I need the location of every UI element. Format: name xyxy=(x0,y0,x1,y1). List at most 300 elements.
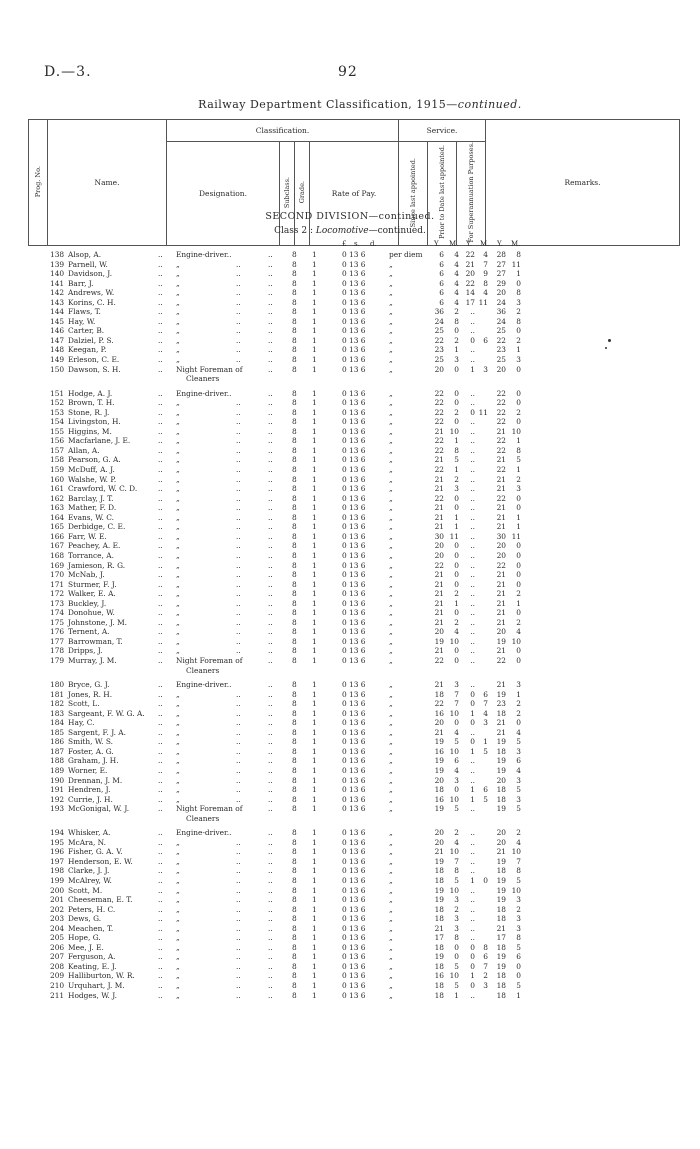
prog-no: 170 xyxy=(50,570,65,580)
name-cell: McNab, J. xyxy=(68,570,105,580)
header-prior-to: Prior to Date last appointed. xyxy=(428,142,457,246)
prog-no: 189 xyxy=(50,765,65,775)
since-months: 5 xyxy=(454,804,459,814)
table-row xyxy=(0,637,700,647)
prior-years: 1 xyxy=(470,746,475,756)
grade-cell: 1 xyxy=(312,904,317,914)
leader-dots: .. xyxy=(268,718,273,728)
leader-dots: .. xyxy=(158,923,163,933)
prog-no: 147 xyxy=(50,335,65,345)
since-years: 18 xyxy=(434,689,444,699)
leader-dots: .. xyxy=(268,617,273,627)
leader-dots: .. xyxy=(268,933,273,943)
unit-s: s. xyxy=(354,240,360,248)
super-years: 23 xyxy=(496,345,506,355)
grade-cell: 1 xyxy=(312,775,317,785)
prior-years: 0 xyxy=(470,961,475,971)
subclass-cell: 8 xyxy=(292,942,297,952)
designation-cell: „ xyxy=(176,904,180,914)
grade-cell: 1 xyxy=(312,364,317,374)
since-months: 1 xyxy=(454,990,459,1000)
unit-m1: M. xyxy=(449,240,459,248)
subclass-cell: 8 xyxy=(292,550,297,560)
name-cell: Drennan, J. M. xyxy=(68,775,123,785)
leader-dots: .. xyxy=(268,689,273,699)
grade-cell: 1 xyxy=(312,316,317,326)
rate-period-cell: „ xyxy=(389,680,393,690)
page-title xyxy=(150,98,570,111)
leader-dots: .. xyxy=(236,570,241,580)
super-years: 25 xyxy=(496,355,506,365)
designation-cell: „ xyxy=(176,627,180,637)
grade-cell: 1 xyxy=(312,445,317,455)
table-row xyxy=(0,551,700,561)
prior-months: 7 xyxy=(483,699,488,709)
name-cell: Dews, G. xyxy=(68,914,102,924)
grade-cell: 1 xyxy=(312,579,317,589)
leader-dots: .. xyxy=(158,364,163,374)
prior-years: .. xyxy=(470,522,475,532)
leader-dots: .. xyxy=(236,933,241,943)
rate-cell: 0 13 6 xyxy=(342,388,366,398)
table-row xyxy=(0,513,700,523)
name-cell: Ternent, A. xyxy=(68,627,110,637)
rate-cell: 0 13 6 xyxy=(342,828,366,838)
rate-cell: 0 13 6 xyxy=(342,837,366,847)
leader-dots: .. xyxy=(158,636,163,646)
prog-no: 139 xyxy=(50,259,65,269)
since-years: 18 xyxy=(434,942,444,952)
grade-cell: 1 xyxy=(312,923,317,933)
subclass-cell: 8 xyxy=(292,493,297,503)
prog-no: 156 xyxy=(50,436,65,446)
leader-dots: .. xyxy=(236,465,241,475)
rate-cell: 0 13 6 xyxy=(342,426,366,436)
subclass-cell: 8 xyxy=(292,541,297,551)
super-months: 10 xyxy=(511,847,521,857)
leader-dots: .. xyxy=(268,608,273,618)
super-months: 8 xyxy=(516,250,521,259)
header-since-last: Since last appointed. xyxy=(399,142,428,246)
grade-cell: 1 xyxy=(312,278,317,288)
table-row xyxy=(0,580,700,590)
prog-no: 179 xyxy=(50,655,65,665)
subclass-cell: 8 xyxy=(292,689,297,699)
prior-years: .. xyxy=(470,756,475,766)
super-years: 20 xyxy=(496,837,506,847)
rate-period-cell: „ xyxy=(389,895,393,905)
prior-years: .. xyxy=(470,345,475,355)
since-months: 0 xyxy=(454,388,459,398)
since-years: 20 xyxy=(434,550,444,560)
prior-years: .. xyxy=(470,828,475,838)
rate-period-cell: „ xyxy=(389,828,393,838)
super-years: 24 xyxy=(496,297,506,307)
table-row xyxy=(0,795,700,805)
super-years: 18 xyxy=(496,990,506,1000)
super-years: 21 xyxy=(496,474,506,484)
since-months: 0 xyxy=(454,655,459,665)
rate-cell: 0 13 6 xyxy=(342,531,366,541)
designation-cell: „ xyxy=(176,765,180,775)
super-months: 3 xyxy=(516,923,521,933)
since-years: 20 xyxy=(434,828,444,838)
rate-period-cell: „ xyxy=(389,961,393,971)
leader-dots: .. xyxy=(268,455,273,465)
designation-cell: „ xyxy=(176,746,180,756)
designation-cell: „ xyxy=(176,737,180,747)
subclass-cell: 8 xyxy=(292,856,297,866)
leader-dots: .. xyxy=(158,933,163,943)
table-row xyxy=(0,914,700,924)
designation-cell: „ xyxy=(176,847,180,857)
since-months: 0 xyxy=(454,570,459,580)
table-row xyxy=(0,981,700,991)
rate-cell: 0 13 6 xyxy=(342,981,366,991)
prior-years: .. xyxy=(470,646,475,656)
since-months: 5 xyxy=(454,737,459,747)
subclass-cell: 8 xyxy=(292,474,297,484)
since-months: 4 xyxy=(454,627,459,637)
super-years: 20 xyxy=(496,288,506,298)
rate-cell: 0 13 6 xyxy=(342,579,366,589)
leader-dots: .. xyxy=(236,746,241,756)
prog-no: 160 xyxy=(50,474,65,484)
designation-cell: „ xyxy=(176,952,180,962)
prog-no: 149 xyxy=(50,355,65,365)
rate-period-cell: „ xyxy=(389,407,393,417)
super-months: 1 xyxy=(516,522,521,532)
subclass-cell: 8 xyxy=(292,981,297,991)
leader-dots: .. xyxy=(268,550,273,560)
super-months: 2 xyxy=(516,589,521,599)
prior-months: 6 xyxy=(483,952,488,962)
leader-dots: .. xyxy=(158,718,163,728)
since-years: 19 xyxy=(434,756,444,766)
table-row xyxy=(0,838,700,848)
since-months: 8 xyxy=(454,866,459,876)
leader-dots: .. xyxy=(236,904,241,914)
leader-dots: .. xyxy=(158,775,163,785)
leader-dots: .. xyxy=(236,398,241,408)
since-years: 21 xyxy=(434,579,444,589)
name-cell: Mather, F. D. xyxy=(68,503,117,513)
table-row xyxy=(0,690,700,700)
table-row xyxy=(0,608,700,618)
super-years: 22 xyxy=(496,465,506,475)
rate-period-cell: „ xyxy=(389,952,393,962)
designation-cell: „ xyxy=(176,550,180,560)
since-months: 1 xyxy=(454,512,459,522)
prog-no: 204 xyxy=(50,923,65,933)
rate-period-cell: „ xyxy=(389,608,393,618)
since-years: 22 xyxy=(434,560,444,570)
designation-cell: „ xyxy=(176,398,180,408)
subclass-cell: 8 xyxy=(292,680,297,690)
prog-no: 158 xyxy=(50,455,65,465)
name-cell: Derbidge, C. E. xyxy=(68,522,126,532)
name-cell: Davidson, J. xyxy=(68,269,113,279)
super-years: 17 xyxy=(496,933,506,943)
name-cell: Sargeant, F. W. G. A. xyxy=(68,708,145,718)
grade-cell: 1 xyxy=(312,541,317,551)
since-months: 1 xyxy=(454,345,459,355)
leader-dots: .. xyxy=(236,617,241,627)
rate-period-cell: „ xyxy=(389,398,393,408)
super-years: 22 xyxy=(496,436,506,446)
rate-cell: 0 13 6 xyxy=(342,746,366,756)
name-cell: Hendren, J. xyxy=(68,785,111,795)
rate-period-cell: „ xyxy=(389,445,393,455)
subclass-cell: 8 xyxy=(292,335,297,345)
grade-cell: 1 xyxy=(312,856,317,866)
prior-years: .. xyxy=(470,465,475,475)
table-row xyxy=(0,288,700,298)
since-months: 0 xyxy=(454,718,459,728)
rate-cell: 0 13 6 xyxy=(342,484,366,494)
super-months: 2 xyxy=(516,708,521,718)
table-row xyxy=(0,804,700,814)
header-designation: Designation. xyxy=(167,142,280,246)
rate-cell: 0 13 6 xyxy=(342,288,366,298)
table-row xyxy=(0,886,700,896)
table-row xyxy=(0,398,700,408)
prior-years: .. xyxy=(470,426,475,436)
leader-dots: .. xyxy=(158,765,163,775)
name-cell: Smith, W. S. xyxy=(68,737,114,747)
table-row xyxy=(0,269,700,279)
since-months: 3 xyxy=(454,923,459,933)
since-months: 0 xyxy=(454,417,459,427)
super-months: 3 xyxy=(516,895,521,905)
grade-cell: 1 xyxy=(312,866,317,876)
leader-dots: .. xyxy=(236,971,241,981)
prog-no: 138 xyxy=(50,250,65,259)
prior-years: .. xyxy=(470,765,475,775)
table-row xyxy=(0,417,700,427)
leader-dots: .. xyxy=(158,598,163,608)
prior-years: .. xyxy=(470,550,475,560)
subclass-cell: 8 xyxy=(292,785,297,795)
since-years: 21 xyxy=(434,455,444,465)
prog-no: 185 xyxy=(50,727,65,737)
rate-cell: 0 13 6 xyxy=(342,335,366,345)
leader-dots: .. xyxy=(236,727,241,737)
subclass-cell: 8 xyxy=(292,250,297,259)
table-row xyxy=(0,718,700,728)
super-years: 19 xyxy=(496,961,506,971)
designation-cell: „ xyxy=(176,493,180,503)
table-row xyxy=(0,389,700,399)
name-cell: Crawford, W. C. D. xyxy=(68,484,138,494)
since-months: 8 xyxy=(454,445,459,455)
leader-dots: .. xyxy=(268,445,273,455)
since-months: 0 xyxy=(454,942,459,952)
table-row xyxy=(0,307,700,317)
since-months: 4 xyxy=(454,837,459,847)
super-months: 2 xyxy=(516,407,521,417)
super-years: 19 xyxy=(496,737,506,747)
prior-years: 1 xyxy=(470,876,475,885)
rate-period-cell: per diem xyxy=(389,250,423,259)
since-years: 19 xyxy=(434,895,444,905)
prior-months: 4 xyxy=(483,288,488,298)
leader-dots: .. xyxy=(268,680,273,690)
grade-cell: 1 xyxy=(312,895,317,905)
super-years: 25 xyxy=(496,326,506,336)
leader-dots: .. xyxy=(236,847,241,857)
prior-years: .. xyxy=(470,436,475,446)
rate-period-cell: „ xyxy=(389,388,393,398)
subclass-cell: 8 xyxy=(292,278,297,288)
name-cell: Fisher, G. A. V. xyxy=(68,847,123,857)
leader-dots: .. xyxy=(268,364,273,374)
prior-years: .. xyxy=(470,474,475,484)
leader-dots: .. xyxy=(158,316,163,326)
super-years: 21 xyxy=(496,598,506,608)
designation-cell: „ xyxy=(176,355,180,365)
grade-cell: 1 xyxy=(312,250,317,259)
leader-dots: .. xyxy=(236,876,241,885)
leader-dots: .. xyxy=(158,746,163,756)
super-months: 0 xyxy=(516,570,521,580)
super-months: 8 xyxy=(516,866,521,876)
since-years: 21 xyxy=(434,484,444,494)
leader-dots: .. xyxy=(268,531,273,541)
since-months: 0 xyxy=(454,398,459,408)
designation-cell: „ xyxy=(176,646,180,656)
rate-period-cell: „ xyxy=(389,297,393,307)
rate-period-cell: „ xyxy=(389,326,393,336)
grade-cell: 1 xyxy=(312,355,317,365)
table-row xyxy=(0,646,700,656)
prior-years: 0 xyxy=(470,942,475,952)
table-row xyxy=(0,455,700,465)
since-years: 22 xyxy=(434,407,444,417)
super-years: 22 xyxy=(496,335,506,345)
leader-dots: .. xyxy=(268,646,273,656)
rate-cell: 0 13 6 xyxy=(342,655,366,665)
since-years: 21 xyxy=(434,617,444,627)
leader-dots: .. xyxy=(236,417,241,427)
super-years: 21 xyxy=(496,512,506,522)
grade-cell: 1 xyxy=(312,689,317,699)
rate-period-cell: „ xyxy=(389,914,393,924)
rate-cell: 0 13 6 xyxy=(342,627,366,637)
subclass-cell: 8 xyxy=(292,636,297,646)
since-years: 19 xyxy=(434,636,444,646)
prior-years: 14 xyxy=(465,288,475,298)
since-months: 10 xyxy=(449,426,459,436)
table-row xyxy=(0,436,700,446)
prior-years: .. xyxy=(470,885,475,895)
rate-cell: 0 13 6 xyxy=(342,923,366,933)
designation-cell: „ xyxy=(176,942,180,952)
designation-cell: „ xyxy=(176,775,180,785)
rate-period-cell: „ xyxy=(389,465,393,475)
name-cell: McAra, N. xyxy=(68,837,107,847)
subclass-cell: 8 xyxy=(292,794,297,804)
designation-cell: „ xyxy=(176,503,180,513)
grade-cell: 1 xyxy=(312,765,317,775)
grade-cell: 1 xyxy=(312,646,317,656)
leader-dots: .. xyxy=(236,708,241,718)
prog-no: 155 xyxy=(50,426,65,436)
super-months: 0 xyxy=(516,646,521,656)
name-cell: McDuff, A. J. xyxy=(68,465,115,475)
table-row xyxy=(0,766,700,776)
since-years: 22 xyxy=(434,699,444,709)
rate-cell: 0 13 6 xyxy=(342,250,366,259)
ink-speck xyxy=(608,339,611,342)
designation-cell: „ xyxy=(176,923,180,933)
super-years: 22 xyxy=(496,560,506,570)
prior-months: 0 xyxy=(483,876,488,885)
super-months: 0 xyxy=(516,326,521,336)
prior-years: 17 xyxy=(465,297,475,307)
grade-cell: 1 xyxy=(312,942,317,952)
since-months: 4 xyxy=(454,297,459,307)
super-months: 4 xyxy=(516,727,521,737)
since-months: 3 xyxy=(454,355,459,365)
name-cell: Keegan, P. xyxy=(68,345,107,355)
super-months: 0 xyxy=(516,550,521,560)
since-years: 22 xyxy=(434,465,444,475)
rate-period-cell: „ xyxy=(389,942,393,952)
super-years: 18 xyxy=(496,981,506,991)
table-row xyxy=(0,895,700,905)
prior-years: .. xyxy=(470,775,475,785)
designation-cell: „ xyxy=(176,426,180,436)
table-row xyxy=(0,365,700,375)
super-years: 18 xyxy=(496,866,506,876)
name-cell: Walker, E. A. xyxy=(68,589,116,599)
subclass-cell: 8 xyxy=(292,598,297,608)
since-months: 4 xyxy=(454,765,459,775)
rate-cell: 0 13 6 xyxy=(342,942,366,952)
leader-dots: .. xyxy=(236,699,241,709)
leader-dots: .. xyxy=(158,914,163,924)
rate-cell: 0 13 6 xyxy=(342,847,366,857)
leader-dots: .. xyxy=(158,465,163,475)
rate-cell: 0 13 6 xyxy=(342,560,366,570)
super-months: 10 xyxy=(511,885,521,895)
super-years: 21 xyxy=(496,484,506,494)
super-months: 6 xyxy=(516,756,521,766)
super-years: 27 xyxy=(496,269,506,279)
prior-years: 0 xyxy=(470,737,475,747)
since-years: 18 xyxy=(434,914,444,924)
prior-years: .. xyxy=(470,990,475,1000)
leader-dots: .. xyxy=(158,785,163,795)
prior-months: 3 xyxy=(483,364,488,374)
designation-cell: „ xyxy=(176,708,180,718)
leader-dots: .. xyxy=(268,756,273,766)
since-months: 7 xyxy=(454,856,459,866)
grade-cell: 1 xyxy=(312,655,317,665)
subclass-cell: 8 xyxy=(292,560,297,570)
name-cell: Parnell, W. xyxy=(68,259,108,269)
prog-no: 143 xyxy=(50,297,65,307)
leader-dots: .. xyxy=(158,828,163,838)
table-row xyxy=(0,747,700,757)
rate-cell: 0 13 6 xyxy=(342,914,366,924)
subclass-cell: 8 xyxy=(292,455,297,465)
leader-dots: .. xyxy=(158,952,163,962)
rate-period-cell: „ xyxy=(389,876,393,885)
super-years: 19 xyxy=(496,765,506,775)
prior-years: 0 xyxy=(470,335,475,345)
